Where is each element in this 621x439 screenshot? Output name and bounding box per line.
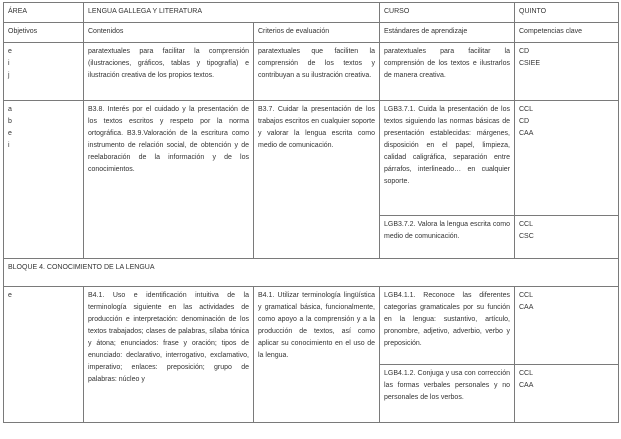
header-row [4, 3, 619, 23]
criterios-cell: B3.7. Cuidar la presentación de los trabajos escritos en cualquier soporte y valorar la lengua escrita como medio de comunicación. [254, 101, 380, 259]
contenidos-cell: paratextuales para facilitar la comprensión (ilustraciones, gráficos, tablas y tipografía) e ilustración creativa de los propios textos. [84, 43, 254, 101]
competencia: CCL [519, 106, 534, 113]
objetivos-cell [4, 43, 84, 101]
col-criterios: Criterios de evaluación [254, 23, 380, 43]
column-header-row [4, 23, 619, 43]
objetivo-letter: e [8, 292, 12, 299]
table-row [4, 287, 619, 365]
competencias-cell [515, 43, 619, 101]
area-label: ÁREA [4, 3, 84, 23]
contenidos-cell: B4.1. Uso e identificación intuitiva de la terminología siguiente en las actividades de producción e interpretación: denominación de los textos trabajados; clases de palabras, sílaba tónica y átona; enunciados: frase y oración; tipos de enunciado: declarativo, interrogativo, exclamativo, imperativo; enlaces: preposición; grupo de palabras: núcleo y [84, 287, 254, 423]
objetivo-letter: e [8, 130, 12, 137]
table-row [4, 43, 619, 101]
competencia: CCL [519, 370, 534, 377]
estandar-cell: LGB3.7.2. Valora la lengua escrita como medio de comunicación. [380, 216, 515, 259]
objetivos-cell [4, 287, 84, 423]
competencia: CAA [519, 382, 534, 389]
competencia: CAA [519, 304, 534, 311]
competencia: CCL [519, 221, 534, 228]
block-title-row [4, 259, 619, 287]
competencias-cell [515, 216, 619, 259]
competencia: CSIEE [519, 60, 541, 67]
competencias-cell [515, 365, 619, 423]
table-row [4, 101, 619, 216]
criterios-cell: paratextuales que faciliten la comprensión de los textos y contribuyan a su ilustración creativa. [254, 43, 380, 101]
competencia: CD [519, 118, 530, 125]
subject-name: LENGUA GALLEGA Y LITERATURA [84, 3, 380, 23]
competencias-cell [515, 101, 619, 216]
estandar-cell: LGB4.1.1. Reconoce las diferentes categorías gramaticales por su función en la lengua: sustantivo, artículo, pronombre, adjetivo, adverbio, verbo y preposición. [380, 287, 515, 365]
curso-value: QUINTO [515, 3, 619, 23]
objetivo-letter: i [8, 60, 10, 67]
curso-label: CURSO [380, 3, 515, 23]
objetivo-letter: e [8, 48, 12, 55]
competencia: CCL [519, 292, 534, 299]
objetivos-cell [4, 101, 84, 259]
objetivo-letter: b [8, 118, 12, 125]
competencia: CD [519, 48, 530, 55]
col-objetivos: Objetivos [4, 23, 84, 43]
estandar-cell: paratextuales para facilitar la comprensión de los textos e ilustrarlos de manera creativa. [380, 43, 515, 101]
contenidos-cell: B3.8. Interés por el cuidado y la presentación de los textos escritos y respeto por la norma ortográfica. B3.9.Valoración de la escritura como instrumento de relación social, de obtención y de reelaboración de la información y de los conocimientos. [84, 101, 254, 259]
competencia: CAA [519, 130, 534, 137]
col-competencias: Competencias clave [515, 23, 619, 43]
estandar-cell: LGB4.1.2. Conjuga y usa con corrección las formas verbales personales y no personales de los verbos. [380, 365, 515, 423]
col-contenidos: Contenidos [84, 23, 254, 43]
col-estandares: Estándares de aprendizaje [380, 23, 515, 43]
estandar-cell: LGB3.7.1. Cuida la presentación de los textos siguiendo las normas básicas de presentación establecidas: márgenes, disposición en el papel, limpieza, calidad caligráfica, separación entre párrafos, interlineado… en cualquier soporte. [380, 101, 515, 216]
competencia: CSC [519, 233, 534, 240]
curriculum-table [3, 2, 619, 423]
objetivo-letter: a [8, 106, 12, 113]
criterios-cell: B4.1. Utilizar terminología lingüística y gramatical básica, funcionalmente, como apoyo a la comprensión y a la producción de textos, así como aplicar su conocimiento en el uso de la lengua. [254, 287, 380, 423]
competencias-cell [515, 287, 619, 365]
objetivo-letter: j [8, 72, 10, 79]
objetivo-letter: i [8, 142, 10, 149]
block-title: BLOQUE 4. CONOCIMIENTO DE LA LENGUA [4, 259, 619, 287]
